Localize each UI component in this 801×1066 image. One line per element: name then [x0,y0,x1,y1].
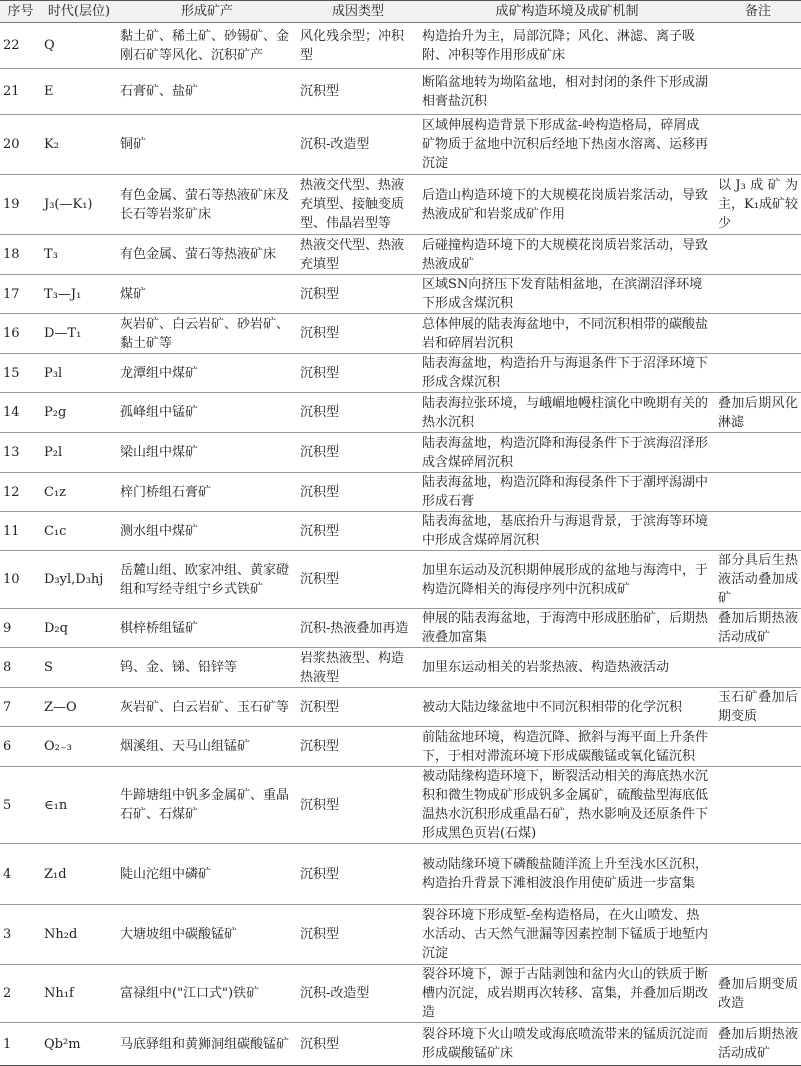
row-serial-no: 12 [0,473,41,512]
table-row [0,551,801,609]
row-environment: 加里东运动相关的岩浆热液、构造热液活动 [419,648,715,688]
row-environment: 陆表海盆地，构造沉降和海侵条件下于潮坪潟湖中形成石膏 [419,473,715,512]
row-age: T₃ [41,235,117,275]
row-environment: 加里东运动及沉积期伸展形成的盆地与海湾中，于构造沉降相关的海侵序列中沉积成矿 [419,551,715,609]
row-deposit: 富禄组中("江口式")铁矿 [117,965,297,1023]
table-row [0,688,801,727]
row-deposit: 龙潭组中煤矿 [117,354,297,393]
row-age: D₃yl,D₃hj [41,551,117,609]
row-remark [715,69,801,115]
table-row [0,275,801,314]
table-row [0,23,801,69]
row-serial-no: 13 [0,433,41,473]
row-genesis: 沉积型 [297,727,419,767]
row-remark [715,905,801,965]
row-age: T₃—J₁ [41,275,117,314]
row-deposit: 铜矿 [117,115,297,175]
row-deposit: 黏土矿、稀土矿、砂锡矿、金刚石矿等风化、沉积矿产 [117,23,297,69]
row-age: P₂l [41,433,117,473]
row-deposit: 有色金属、萤石等热液矿床 [117,235,297,275]
row-environment: 陆表海盆地，基底抬升与海退背景，于滨海等环境中形成含煤碎屑沉积 [419,512,715,551]
row-deposit: 陡山沱组中磷矿 [117,844,297,905]
row-age: O₂₋₃ [41,727,117,767]
table-row [0,473,801,512]
row-genesis: 沉积型 [297,69,419,115]
row-genesis: 沉积型 [297,1023,419,1066]
row-environment: 区域SN向挤压下发育陆相盆地，在滨湖沼泽环境下形成含煤沉积 [419,275,715,314]
row-genesis: 沉积型 [297,512,419,551]
row-serial-no: 20 [0,115,41,175]
table-row [0,767,801,844]
table-row [0,115,801,175]
row-environment: 陆表海盆地，构造沉降和海侵条件下于滨海沼泽形成含煤碎屑沉积 [419,433,715,473]
row-environment: 总体伸展的陆表海盆地中，不同沉积相带的碳酸盐岩和碎屑岩沉积 [419,314,715,354]
row-genesis: 沉积型 [297,433,419,473]
row-deposit: 灰岩矿、白云岩矿、砂岩矿、黏土矿等 [117,314,297,354]
row-remark [715,648,801,688]
row-genesis: 岩浆热液型、构造热液型 [297,648,419,688]
row-environment: 裂谷环境下形成堑-垒构造格局，在火山喷发、热水活动、古天然气泄漏等因素控制下锰质于地堑内沉淀 [419,905,715,965]
row-serial-no: 1 [0,1023,41,1066]
row-serial-no: 19 [0,175,41,235]
row-serial-no: 22 [0,23,41,69]
table-row [0,512,801,551]
row-deposit: 煤矿 [117,275,297,314]
row-remark: 叠加后期变质改造 [715,965,801,1023]
row-genesis: 沉积型 [297,688,419,727]
row-serial-no: 9 [0,609,41,648]
row-remark [715,23,801,69]
row-environment: 被动大陆边缘盆地中不同沉积相带的化学沉积 [419,688,715,727]
row-age: D—T₁ [41,314,117,354]
row-genesis: 沉积型 [297,354,419,393]
row-age: J₃(—K₁) [41,175,117,235]
row-remark [715,727,801,767]
row-serial-no: 5 [0,767,41,844]
row-deposit: 牛蹄塘组中钒多金属矿、重晶石矿、石煤矿 [117,767,297,844]
row-genesis: 沉积-改造型 [297,115,419,175]
header-row [0,1,801,23]
row-age: P₂g [41,393,117,433]
table-row [0,69,801,115]
row-remark [715,844,801,905]
table-row [0,235,801,275]
row-deposit: 灰岩矿、白云岩矿、玉石矿等 [117,688,297,727]
row-serial-no: 4 [0,844,41,905]
row-deposit: 马底驿组和黄狮洞组碳酸锰矿 [117,1023,297,1066]
table-row [0,433,801,473]
row-remark [715,354,801,393]
row-remark [715,115,801,175]
table-row [0,1023,801,1066]
row-deposit: 测水组中煤矿 [117,512,297,551]
row-remark: 叠加后期热液活动成矿 [715,1023,801,1066]
row-remark [715,275,801,314]
row-environment: 断陷盆地转为坳陷盆地，相对封闭的条件下形成湖相膏盐沉积 [419,69,715,115]
row-environment: 后造山构造环境下的大规模花岗质岩浆活动，导致热液成矿和岩浆成矿作用 [419,175,715,235]
row-deposit: 棋梓桥组锰矿 [117,609,297,648]
row-age: C₁z [41,473,117,512]
header-age: 时代(层位) [41,1,117,23]
row-deposit: 大塘坡组中碳酸锰矿 [117,905,297,965]
row-genesis: 风化残余型；冲积型 [297,23,419,69]
table-row [0,727,801,767]
table-row [0,609,801,648]
row-environment: 裂谷环境下火山喷发或海底喷流带来的锰质沉淀而形成碳酸锰矿床 [419,1023,715,1066]
table-row [0,354,801,393]
row-age: Z₁d [41,844,117,905]
row-age: Nh₂d [41,905,117,965]
row-remark: 叠加后期风化淋滤 [715,393,801,433]
table-row [0,393,801,433]
row-remark [715,473,801,512]
row-environment: 陆表海拉张环境，与峨嵋地幔柱演化中晚期有关的热水沉积 [419,393,715,433]
table-row [0,905,801,965]
row-age: ∈₁n [41,767,117,844]
row-age: Q [41,23,117,69]
row-serial-no: 11 [0,512,41,551]
row-environment: 被动陆缘环境下磷酸盐随洋流上升至浅水区沉积，构造抬升背景下滩相波浪作用使矿质进一步富集 [419,844,715,905]
row-serial-no: 14 [0,393,41,433]
row-genesis: 沉积型 [297,551,419,609]
row-remark [715,512,801,551]
row-deposit: 岳麓山组、欧家冲组、黄家磴组和写经寺组宁乡式铁矿 [117,551,297,609]
row-remark: 部分具后生热液活动叠加成矿 [715,551,801,609]
table-row [0,965,801,1023]
row-genesis: 沉积型 [297,905,419,965]
row-genesis: 沉积型 [297,275,419,314]
row-age: Nh₁f [41,965,117,1023]
header-environment: 成矿构造环境及成矿机制 [419,1,715,23]
row-remark [715,235,801,275]
row-deposit: 钨、金、锑、铅锌等 [117,648,297,688]
table-row [0,175,801,235]
row-genesis: 沉积-热液叠加再造 [297,609,419,648]
row-environment: 伸展的陆表海盆地，于海湾中形成胚胎矿，后期热液叠加富集 [419,609,715,648]
row-deposit: 梁山组中煤矿 [117,433,297,473]
table-row [0,314,801,354]
row-genesis: 热液交代型、热液充填型、接触变质型、伟晶岩型等 [297,175,419,235]
row-age: K₂ [41,115,117,175]
row-genesis: 沉积-改造型 [297,965,419,1023]
row-deposit: 孤峰组中锰矿 [117,393,297,433]
table-row [0,844,801,905]
row-age: C₁c [41,512,117,551]
row-age: P₃l [41,354,117,393]
table-body [0,23,801,1066]
row-genesis: 沉积型 [297,844,419,905]
header-remark: 备注 [715,1,801,23]
row-age: Z—O [41,688,117,727]
row-serial-no: 7 [0,688,41,727]
row-serial-no: 2 [0,965,41,1023]
header-deposit: 形成矿产 [117,1,297,23]
row-deposit: 烟溪组、天马山组锰矿 [117,727,297,767]
row-remark [715,433,801,473]
row-genesis: 沉积型 [297,314,419,354]
row-deposit: 梓门桥组石膏矿 [117,473,297,512]
row-serial-no: 15 [0,354,41,393]
header-genesis: 成因类型 [297,1,419,23]
row-serial-no: 16 [0,314,41,354]
row-age: S [41,648,117,688]
row-remark [715,314,801,354]
row-serial-no: 6 [0,727,41,767]
row-serial-no: 21 [0,69,41,115]
row-environment: 后碰撞构造环境下的大规模花岗质岩浆活动，导致热液成矿 [419,235,715,275]
row-serial-no: 8 [0,648,41,688]
row-environment: 陆表海盆地，构造抬升与海退条件下于沼泽环境下形成含煤沉积 [419,354,715,393]
row-environment: 裂谷环境下，源于古陆剥蚀和盆内火山的铁质于断槽内沉淀，成岩期再次转移、富集，并叠加后期改造 [419,965,715,1023]
row-environment: 前陆盆地环境，构造沉降、掀斜与海平面上升条件下，于相对滞流环境下形成碳酸锰或氧化锰沉积 [419,727,715,767]
row-age: Qb²m [41,1023,117,1066]
row-remark: 叠加后期热液活动成矿 [715,609,801,648]
row-deposit: 有色金属、萤石等热液矿床及长石等岩浆矿床 [117,175,297,235]
row-serial-no: 17 [0,275,41,314]
row-environment: 构造抬升为主，局部沉降；风化、淋滤、离子吸附、冲积等作用形成矿床 [419,23,715,69]
row-genesis: 沉积型 [297,393,419,433]
row-serial-no: 3 [0,905,41,965]
row-age: D₂q [41,609,117,648]
row-genesis: 沉积型 [297,767,419,844]
row-environment: 区域伸展构造背景下形成盆-岭构造格局，碎屑成矿物质于盆地中沉积后经地下热卤水溶离、运移再沉淀 [419,115,715,175]
row-serial-no: 18 [0,235,41,275]
row-remark: 以J₃成矿为主，K₁成矿较少 [715,175,801,235]
row-age: E [41,69,117,115]
row-genesis: 沉积型 [297,473,419,512]
row-serial-no: 10 [0,551,41,609]
row-genesis: 热液交代型、热液充填型 [297,235,419,275]
row-remark: 玉石矿叠加后期变质 [715,688,801,727]
row-deposit: 石膏矿、盐矿 [117,69,297,115]
row-environment: 被动陆缘构造环境下，断裂活动相关的海底热水沉积和微生物成矿形成钒多金属矿，硫酸盐型海底低温热水沉积形成重晶石矿，热水影响及还原条件下形成黑色页岩(石煤) [419,767,715,844]
header-serial-no: 序号 [0,1,41,23]
table-row [0,648,801,688]
row-remark [715,767,801,844]
